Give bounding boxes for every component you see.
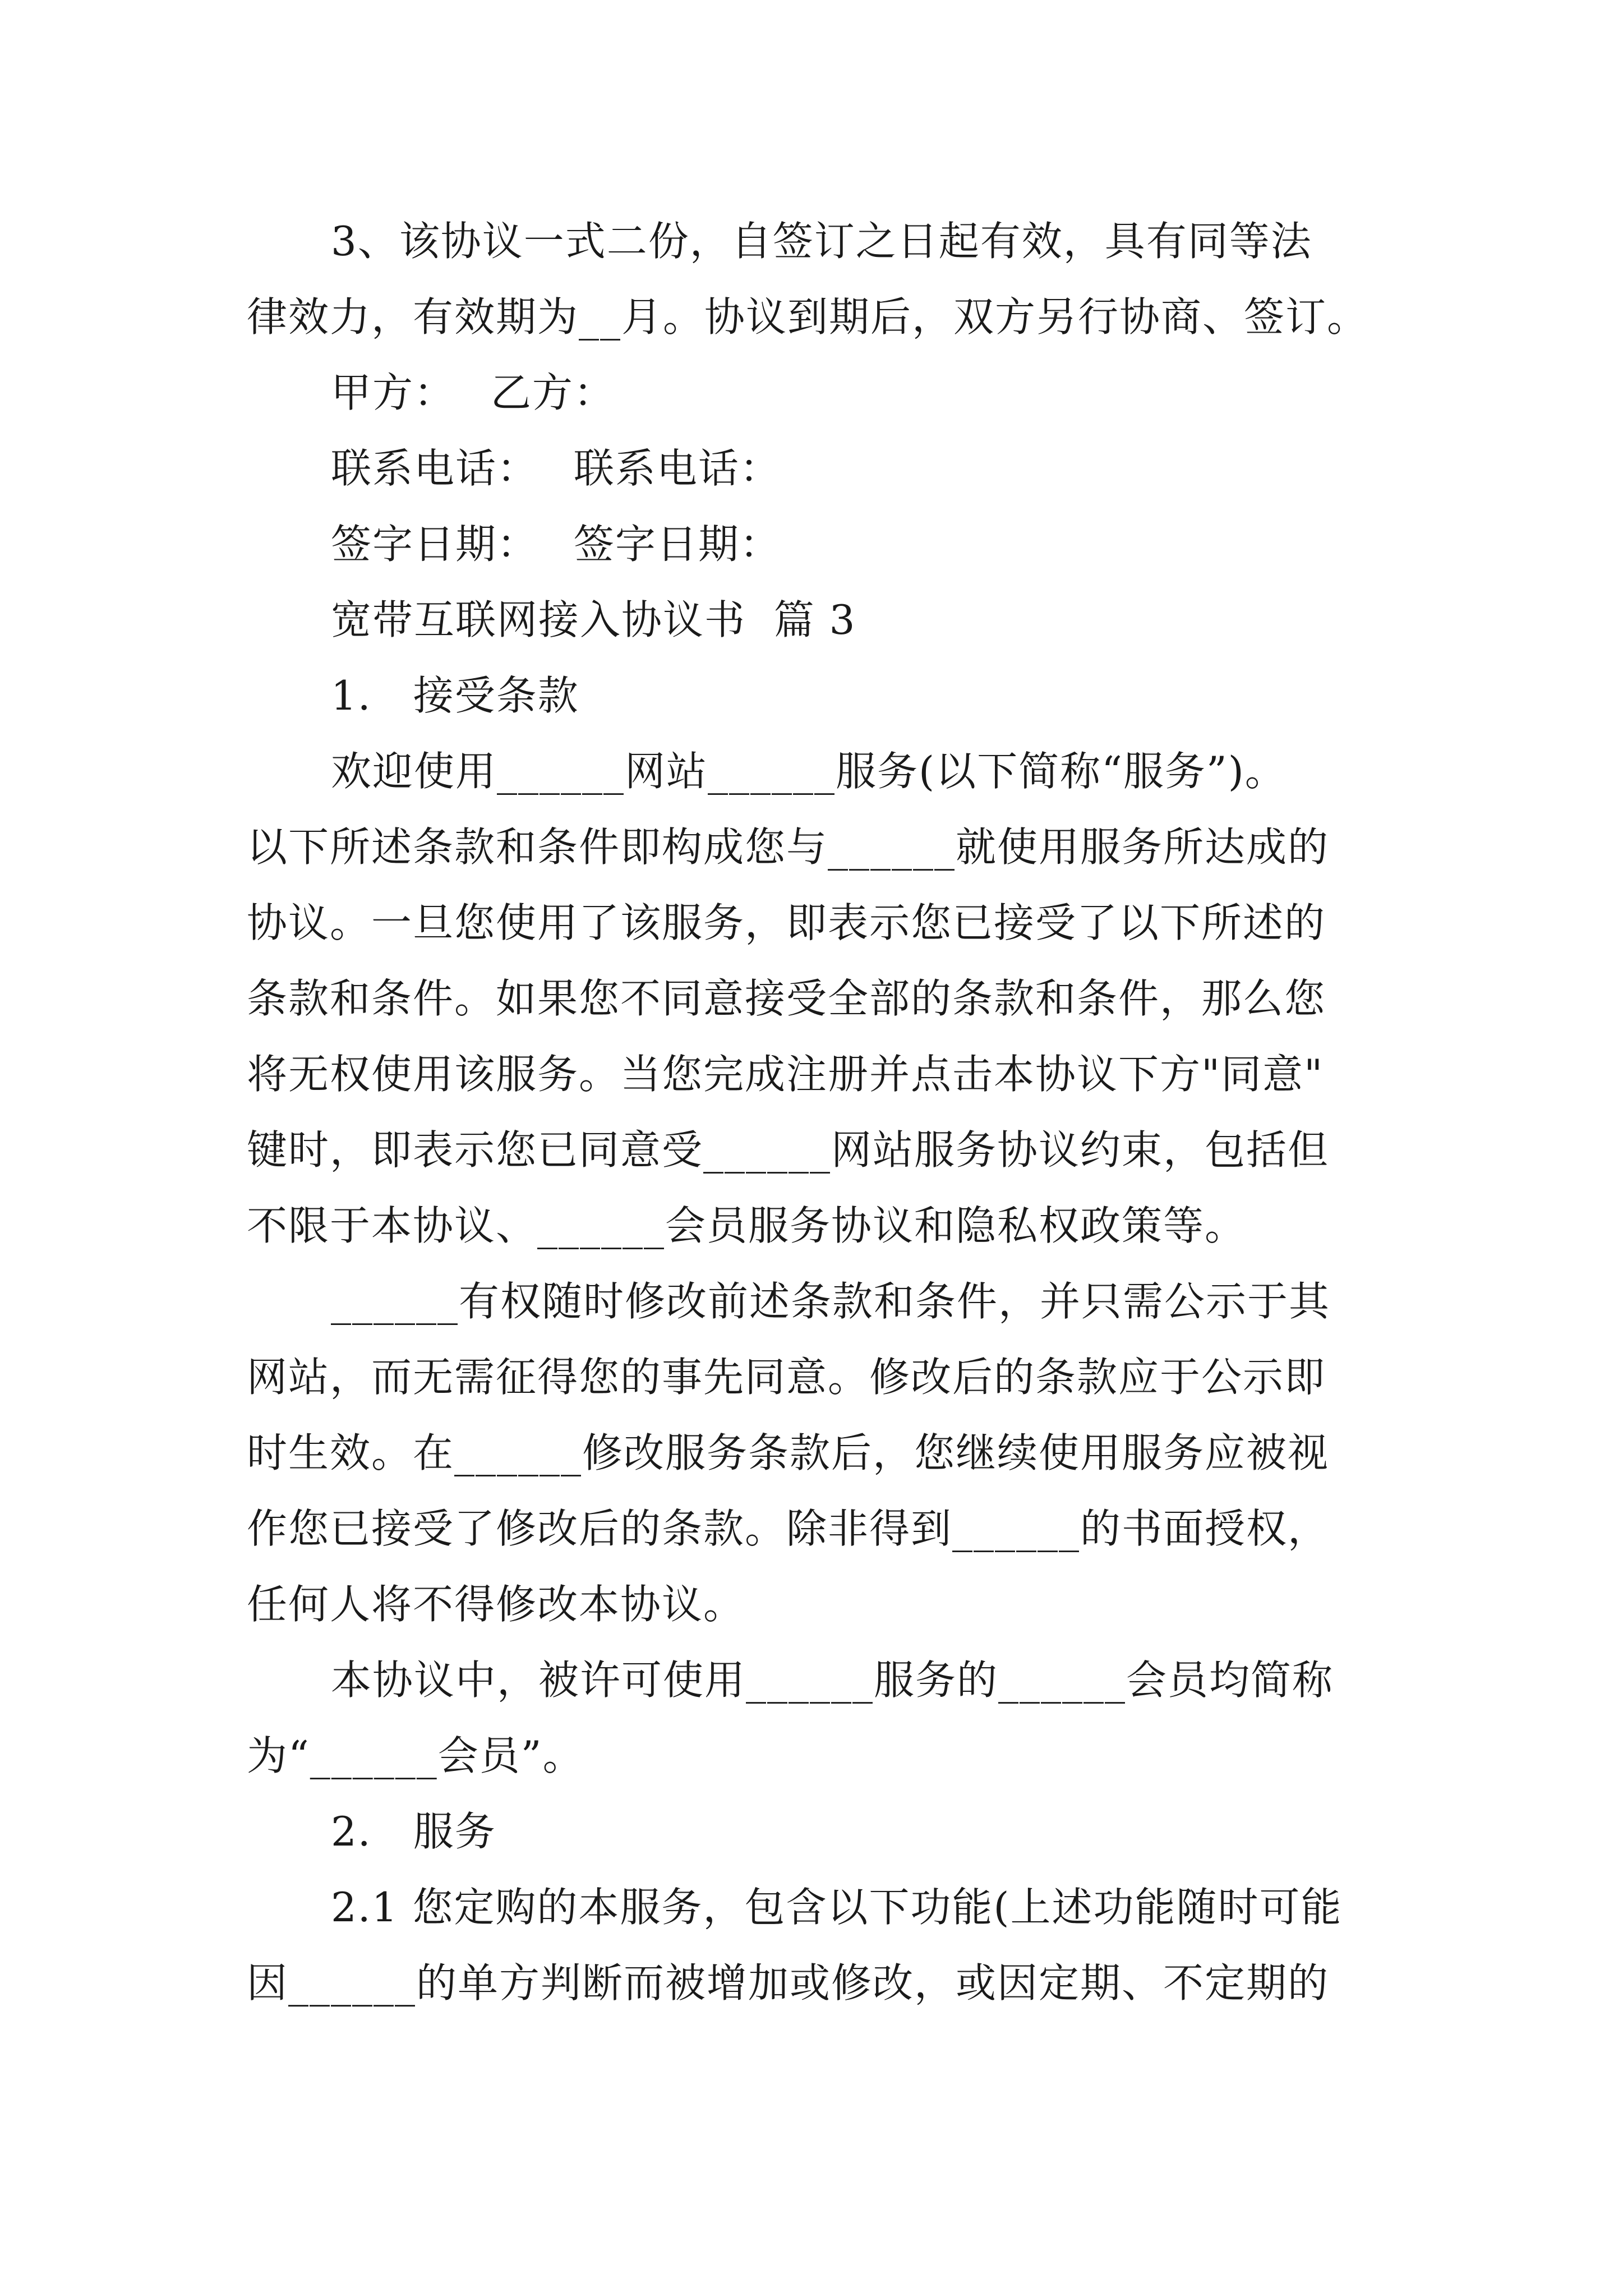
paragraph-line: 协议。一旦您使用了该服务，即表示您已接受了以下所述的 — [247, 899, 1326, 946]
signature-line-party: 甲方： 乙方： — [331, 369, 615, 416]
paragraph-line: 网站，而无需征得您的事先同意。修改后的条款应于公示即 — [247, 1354, 1326, 1401]
signature-line-phone: 联系电话： 联系电话： — [331, 445, 781, 492]
paragraph-line: 条款和条件。如果您不同意接受全部的条款和条件，那么您 — [247, 975, 1326, 1022]
paragraph-line: 键时，即表示您已同意受______网站服务协议约束，包括但 — [247, 1126, 1330, 1174]
paragraph-line: 以下所述条款和条件即构成您与______就使用服务所达成的 — [247, 823, 1330, 871]
paragraph-line: 将无权使用该服务。当您完成注册并点击本协议下方"同意" — [247, 1051, 1324, 1098]
paragraph-line: 2.1 您定购的本服务，包含以下功能(上述功能随时可能 — [331, 1884, 1343, 1931]
paragraph-line: 本协议中，被许可使用______服务的______会员均简称 — [331, 1657, 1334, 1704]
paragraph-line: 作您已接受了修改后的条款。除非得到______的书面授权， — [247, 1505, 1330, 1552]
section-title: 宽带互联网接入协议书 篇 3 — [331, 596, 856, 643]
paragraph-line: 不限于本协议、______会员服务协议和隐私权政策等。 — [247, 1202, 1247, 1249]
paragraph-line: 为“______会员”。 — [247, 1732, 584, 1779]
paragraph-line: 3、该协议一式二份，自签订之日起有效，具有同等法 — [331, 218, 1312, 265]
paragraph-line: 律效力，有效期为__月。协议到期后，双方另行协商、签订。 — [247, 293, 1369, 341]
paragraph-line: 因______的单方判断而被增加或修改，或因定期、不定期的 — [247, 1959, 1330, 2007]
clause-heading: 1. 接受条款 — [331, 672, 579, 719]
signature-line-date: 签字日期： 签字日期： — [331, 521, 781, 568]
paragraph-line: 任何人将不得修改本协议。 — [247, 1581, 745, 1628]
paragraph-line: 欢迎使用______网站______服务(以下简称“服务”)。 — [331, 748, 1287, 795]
paragraph-line: 时生效。在______修改服务条款后，您继续使用服务应被视 — [247, 1429, 1330, 1476]
clause-heading: 2. 服务 — [331, 1808, 496, 1855]
paragraph-line: ______有权随时修改前述条款和条件，并只需公示于其 — [331, 1278, 1331, 1325]
